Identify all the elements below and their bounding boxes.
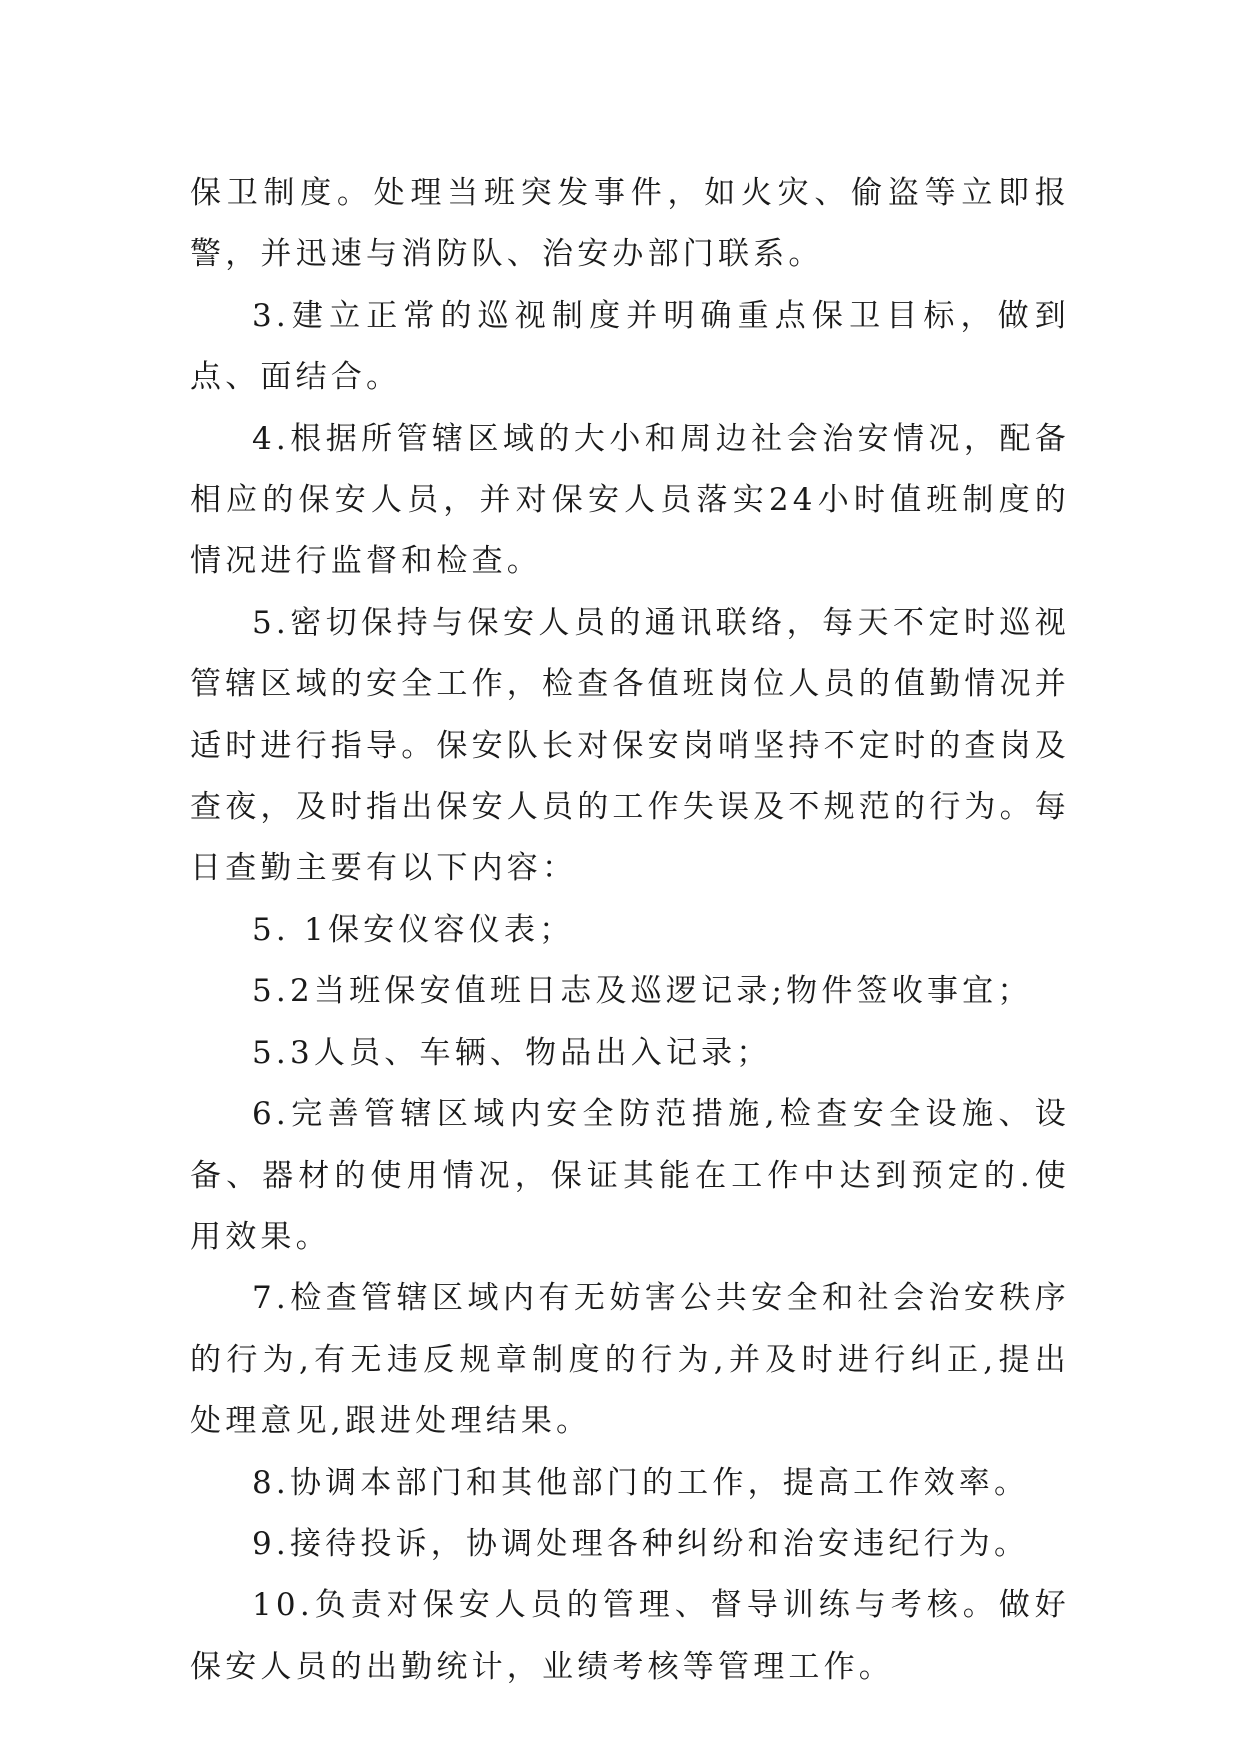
document-body xyxy=(190,163,1070,1698)
paragraph-11: 9.接待投诉，协调处理各种纠纷和治安违纪行为。 xyxy=(252,1525,1030,1562)
paragraph-7: 5.3人员、车辆、物品出入记录； xyxy=(252,1034,772,1071)
paragraph-12: 10.负责对保安人员的管理、督导训练与考核。做好保安人员的出勤统计，业绩考核等管理工作。 xyxy=(190,1587,1070,1685)
paragraph-5: 5. 1保安仪容仪表； xyxy=(252,911,575,948)
paragraph-8: 6.完善管辖区域内安全防范措施,检查安全设施、设备、器材的使用情况，保证其能在工作中达到预定的.使用效果。 xyxy=(190,1096,1070,1255)
paragraph-2: 3.建立正常的巡视制度并明确重点保卫目标，做到点、面结合。 xyxy=(190,297,1070,396)
paragraph-9: 7.检查管辖区域内有无妨害公共安全和社会治安秩序的行为,有无违反规章制度的行为,并及时进行纠正,提出处理意见,跟进处理结果。 xyxy=(190,1280,1070,1440)
paragraph-10: 8.协调本部门和其他部门的工作，提高工作效率。 xyxy=(252,1464,1030,1501)
paragraph-1: 保卫制度。处理当班突发事件，如火灾、偷盗等立即报警，并迅速与消防队、治安办部门联系。 xyxy=(190,175,1070,273)
paragraph-6: 5.2当班保安值班日志及巡逻记录;物件签收事宜； xyxy=(252,973,1033,1010)
paragraph-4: 5.密切保持与保安人员的通讯联络，每天不定时巡视管辖区域的安全工作，检查各值班岗位人员的值勤情况并适时进行指导。保安队长对保安岗哨坚持不定时的查岗及查夜，及时指出保安人员的工作失误及不规范的行为。每日查勤主要有以下内容： xyxy=(190,604,1070,887)
paragraph-3: 4.根据所管辖区域的大小和周边社会治安情况，配备相应的保安人员，并对保安人员落实24小时值班制度的情况进行监督和检查。 xyxy=(190,420,1070,580)
